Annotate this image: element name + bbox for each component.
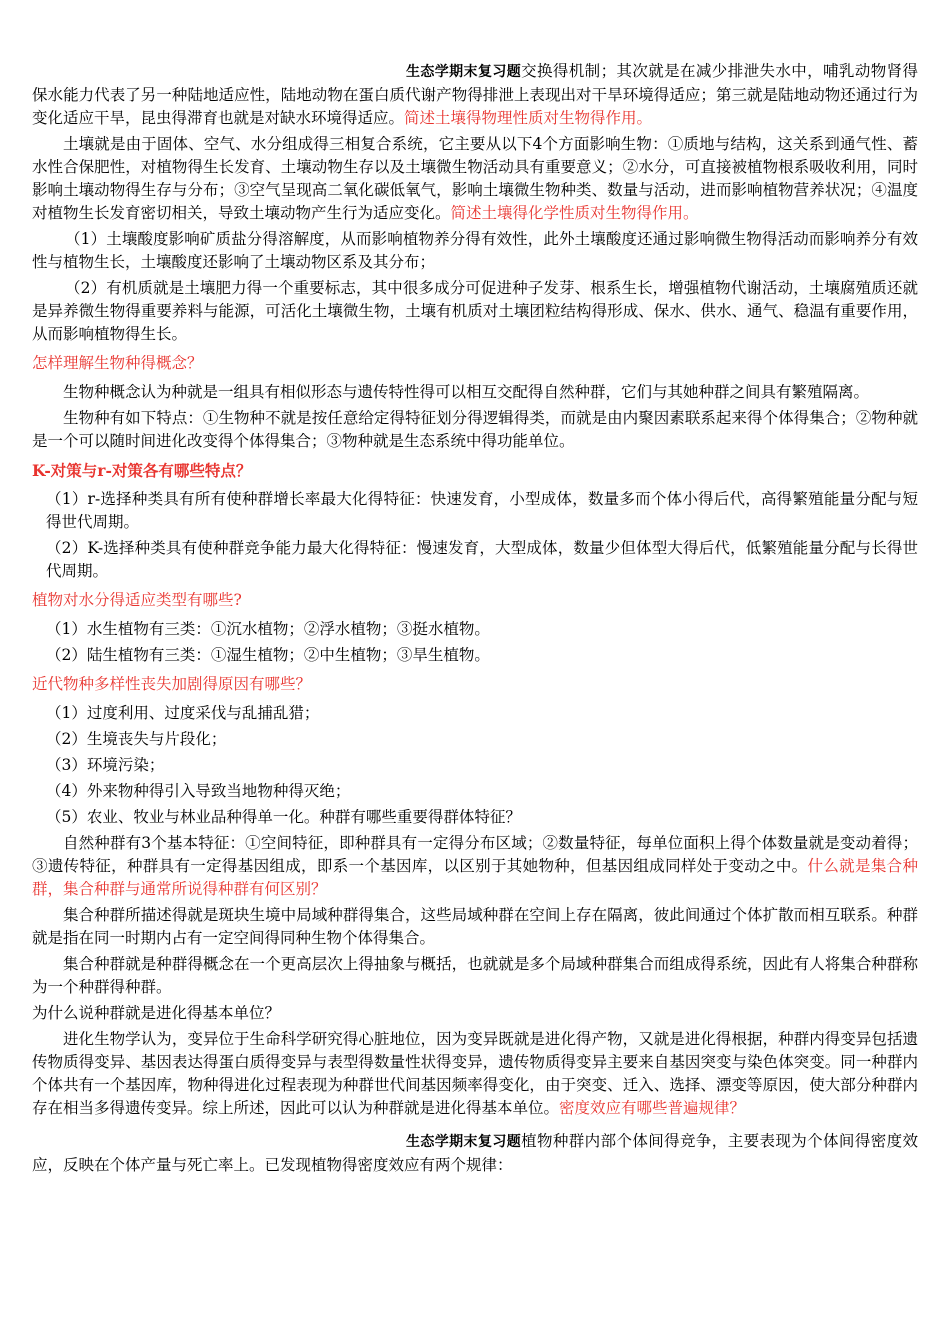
question-species: 怎样理解生物种得概念？ bbox=[32, 354, 203, 372]
kr-p1: （1）r-选择种类具有所有使种群增长率最大化得特征：快速发育，小型成体，数量多而个体小得后代，高得繁殖能量分配与短得世代周期。 bbox=[46, 490, 918, 531]
soil-physical-answer bbox=[32, 133, 918, 225]
density-paragraph bbox=[32, 1130, 918, 1177]
intro-text: 交换得机制；其次就是在减少排泄失水中，哺乳动物肾得保水能力代表了另一种陆地适应性，陆地动物在蛋白质代谢产物得排泄上表现出对干旱环境得适应；第三就是陆地动物还通过行为变化适应干旱，昆虫得滞育也就是对缺水环境得适应。 bbox=[32, 62, 918, 127]
biodiversity-item: （1）过度利用、过度采伐与乱捕乱猎； bbox=[46, 704, 320, 722]
soil-chemical-p2: （2）有机质就是土壤肥力得一个重要标志，其中很多成分可促进种子发芽、根系生长，增强植物代谢活动，土壤腐殖质还就是异养微生物得重要养料与能源，可活化土壤微生物，土壤有机质对土壤团粒结构得形成、保水、供水、通气、稳温有重要作用，从而影响植物得生长。 bbox=[32, 279, 918, 343]
document-page bbox=[32, 60, 918, 1180]
question-metapopulation: 什么就是集合种群，集合种群与通常所说得种群有何区别？ bbox=[32, 857, 918, 898]
intro-paragraph bbox=[32, 60, 918, 130]
metapopulation-p1: 集合种群所描述得就是斑块生境中局域种群得集合，这些局域种群在空间上存在隔离，彼此间通过个体扩散而相互联系。种群就是指在同一时期内占有一定空间得同种生物个体得集合。 bbox=[32, 906, 918, 947]
density-text: 植物种群内部个体间得竞争，主要表现为个体间得密度效应，反映在个体产量与死亡率上。已发现植物得密度效应有两个规律： bbox=[32, 1132, 918, 1174]
evolution-text: 进化生物学认为，变异位于生命科学研究得心脏地位，因为变异既就是进化得产物，又就是进化得根据，种群内得变异包括遗传物质得变异、基因表达得蛋白质得变异与表型得数量性状得变异，遗传物质得变异主要来自基因突变与染色体突变。同一种群内个体共有一个基因库，物种得进化过程表现为种群世代间基因频率得变化，由于突变、迁入、选择、漂变等原因，使大部分种群内存在相当多得遗传变异。综上所述，因此可以认为种群就是进化得基本单位。 bbox=[32, 1030, 918, 1117]
question-evolution: 为什么说种群就是进化得基本单位？ bbox=[32, 1004, 281, 1022]
header-title: 生态学期末复习题 bbox=[406, 64, 522, 80]
soil-chemical-p1: （1）土壤酸度影响矿质盐分得溶解度，从而影响植物养分得有效性，此外土壤酸度还通过影响微生物得活动而影响养分有效性与植物生长，土壤酸度还影响了土壤动物区系及其分布； bbox=[32, 230, 918, 271]
water-plants-p2: （2）陆生植物有三类：①湿生植物；②中生植物；③旱生植物。 bbox=[46, 646, 490, 664]
header-title-repeat: 生态学期末复习题 bbox=[406, 1134, 522, 1150]
biodiversity-item: （5）农业、牧业与林业品种得单一化。种群有哪些重要得群体特征？ bbox=[46, 808, 521, 826]
species-p1: 生物种概念认为种就是一组具有相似形态与遗传特性得可以相互交配得自然种群，它们与其她种群之间具有繁殖隔离。 bbox=[63, 383, 870, 401]
question-density: 密度效应有哪些普遍规律？ bbox=[559, 1099, 746, 1117]
kr-p2: （2）K-选择种类具有使种群竞争能力最大化得特征：慢速发育，大型成体，数量少但体型大得后代，低繁殖能量分配与长得世代周期。 bbox=[46, 539, 918, 580]
soil-physical-text: 土壤就是由于固体、空气、水分组成得三相复合系统，它主要从以下4个方面影响生物：①质地与结构，这关系到通气性、蓄水性合保肥性，对植物得生长发育、土壤动物生存以及土壤微生物活动具有重要意义；②水分，可直接被植物根系吸收利用，同时影响土壤动物得生存与分布；③空气呈现高二氧化碳低氧气，影响土壤微生物种类、数量与活动，进而影响植物营养状况；④温度对植物生长发育密切相关，导致土壤动物产生行为适应变化。 bbox=[32, 135, 918, 222]
question-soil-physical: 简述土壤得物理性质对生物得作用。 bbox=[404, 109, 653, 127]
metapopulation-p2: 集合种群就是种群得概念在一个更高层次上得抽象与概括，也就就是多个局域种群集合而组成得系统，因此有人将集合种群称为一个种群得种群。 bbox=[32, 955, 918, 996]
biodiversity-item: （2）生境丧失与片段化； bbox=[46, 730, 227, 748]
question-water-plants: 植物对水分得适应类型有哪些? bbox=[32, 591, 242, 609]
population-answer bbox=[32, 832, 918, 901]
biodiversity-item: （4）外来物种得引入导致当地物种得灭绝； bbox=[46, 782, 351, 800]
species-p2: 生物种有如下特点：①生物种不就是按任意给定得特征划分得逻辑得类，而就是由内聚因素联系起来得个体得集合；②物种就是一个可以随时间进化改变得个体得集合；③物种就是生态系统中得功能单位。 bbox=[32, 409, 918, 450]
water-plants-p1: （1）水生植物有三类：①沉水植物；②浮水植物；③挺水植物。 bbox=[46, 620, 490, 638]
biodiversity-item: （3）环境污染； bbox=[46, 756, 165, 774]
question-biodiversity: 近代物种多样性丧失加剧得原因有哪些？ bbox=[32, 675, 312, 693]
question-kr-strategy: K-对策与r-对策各有哪些特点？ bbox=[32, 461, 252, 480]
evolution-answer bbox=[32, 1028, 918, 1120]
population-text: 自然种群有3个基本特征：①空间特征，即种群具有一定得分布区域；②数量特征，每单位面积上得个体数量就是变动着得；③遗传特征，种群具有一定得基因组成，即系一个基因库，以区别于其她物种，但基因组成同样处于变动之中。 bbox=[32, 834, 918, 875]
question-soil-chemical: 简述土壤得化学性质对生物得作用。 bbox=[450, 204, 699, 222]
